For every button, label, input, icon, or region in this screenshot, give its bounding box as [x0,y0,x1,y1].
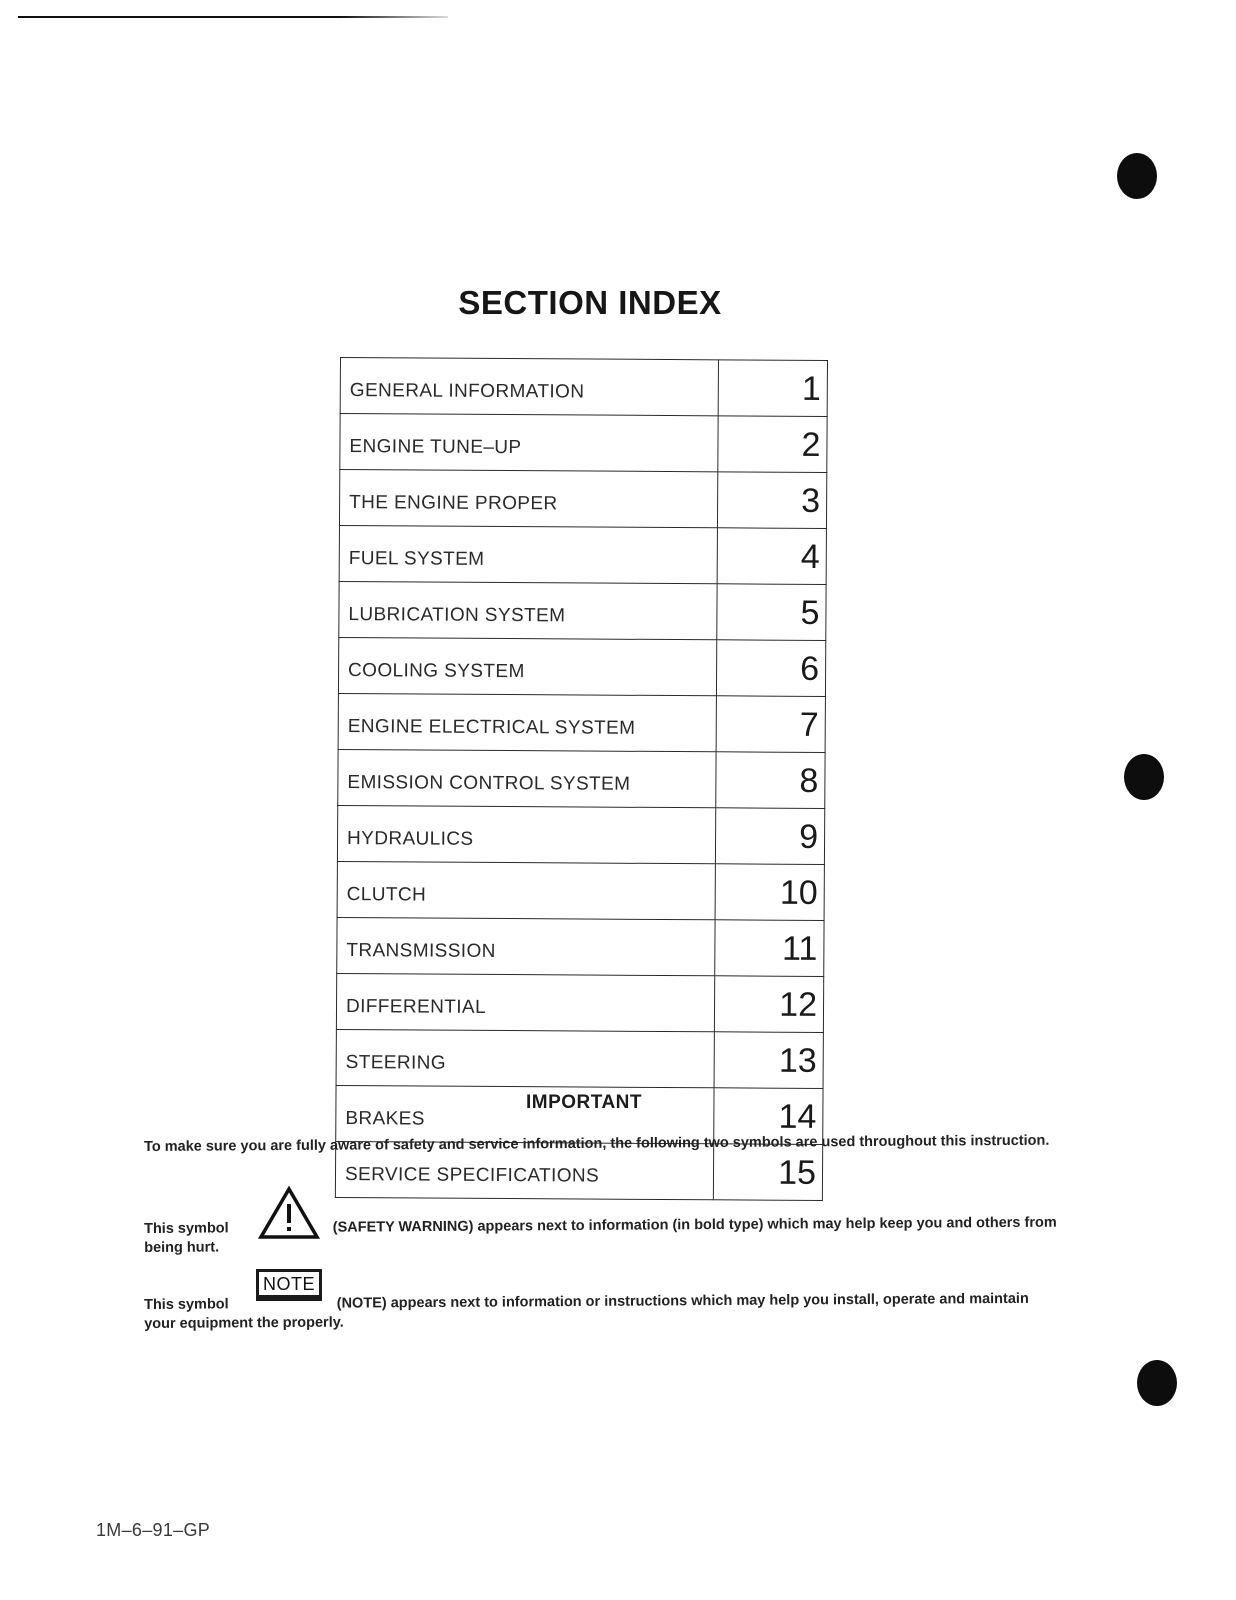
section-row [336,1029,823,1088]
note-box-icon: NOTE [256,1269,322,1301]
section-label: GENERAL INFORMATION [340,358,719,416]
section-number: 1 [719,360,828,417]
section-number: 10 [715,864,824,921]
section-row [340,414,827,473]
note-prefix: This symbol [144,1296,229,1313]
section-number: 6 [717,640,826,697]
section-label: EMISSION CONTROL SYSTEM [338,749,717,807]
top-rule [18,16,448,18]
section-label: ENGINE ELECTRICAL SYSTEM [338,693,717,751]
intro-paragraph: To make sure you are fully aware of safety and service information, the following two symbols are used throughout this instruction. [144,1132,1050,1155]
warning-description: (SAFETY WARNING) appears next to information (in bold type) which may help keep you and others from being hurt. [144,1214,1057,1256]
important-heading: IMPORTANT [525,1092,643,1113]
section-row [337,917,824,976]
section-row [336,973,823,1032]
section-index-table [335,357,828,1201]
section-label: STEERING [336,1029,715,1087]
section-row [338,693,825,752]
section-number: 13 [714,1032,823,1089]
section-number: 5 [717,584,826,641]
section-number: 8 [716,752,825,809]
page-title: SECTION INDEX [458,284,722,322]
section-row [339,525,826,584]
section-label: FUEL SYSTEM [339,525,718,583]
section-row [337,805,824,864]
section-number: 14 [714,1088,823,1145]
section-label: LUBRICATION SYSTEM [339,581,718,639]
section-label: THE ENGINE PROPER [339,470,718,528]
section-number: 11 [715,920,824,977]
section-label: CLUTCH [337,861,716,919]
footer-document-code: 1M–6–91–GP [96,1520,211,1540]
section-label: DIFFERENTIAL [336,973,715,1031]
punch-hole-middle [1124,754,1164,800]
section-label: TRANSMISSION [337,917,716,975]
section-label: BRAKES [336,1085,715,1143]
section-number: 7 [716,696,825,753]
punch-hole-top [1117,153,1157,199]
section-row [338,637,825,696]
section-number: 9 [716,808,825,865]
section-row [337,861,824,920]
section-number: 2 [718,416,827,473]
section-row [339,470,826,529]
section-label: SERVICE SPECIFICATIONS [335,1141,714,1199]
section-number: 15 [714,1144,823,1201]
section-label: COOLING SYSTEM [338,637,717,695]
section-label: HYDRAULICS [337,805,716,863]
warning-triangle-icon [258,1186,320,1240]
section-row [340,358,827,417]
warning-prefix: This symbol [144,1220,229,1237]
punch-hole-bottom [1137,1360,1177,1406]
section-row [339,581,826,640]
section-row [338,749,825,808]
section-label: ENGINE TUNE–UP [340,414,719,472]
section-number: 4 [717,528,826,585]
section-number: 12 [715,976,824,1033]
section-number: 3 [718,472,827,529]
note-description: (NOTE) appears next to information or instructions which may help you install, operate and maintain your equipment the properly. [144,1290,1029,1332]
